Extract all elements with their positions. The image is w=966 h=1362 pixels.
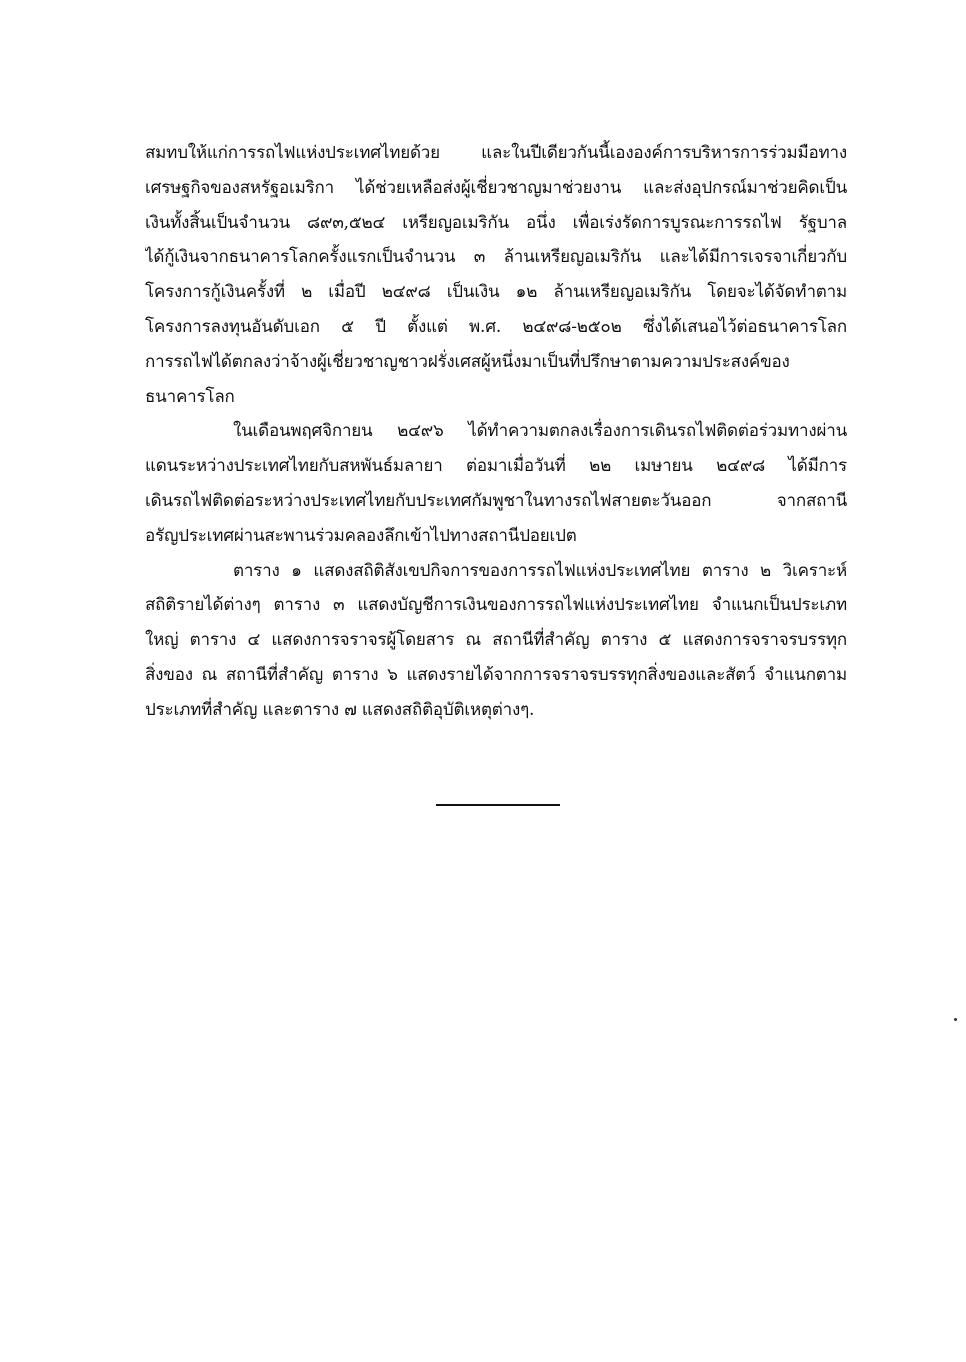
- paragraph-1-line-7: การรถไฟได้ตกลงว่าจ้างผู้เชี่ยวชาญชาวฝรั่งเศสผู้หนึ่งมาเป็นที่ปรึกษาตามความประสงค์ของ: [145, 351, 790, 372]
- paragraph-1-line-3: เงินทั้งสิ้นเป็นจำนวน ๘๙๓,๕๒๔ เหรียญอเมริกัน อนึ่ง เพื่อเร่งรัดการบูรณะการรถไฟ รัฐบาล: [145, 212, 847, 233]
- scan-speck: [954, 1018, 957, 1021]
- paragraph-2-line-4: อรัญประเทศผ่านสะพานร่วมคลองลึกเข้าไปทางสถานีปอยเปต: [145, 525, 577, 546]
- paragraph-2-line-2: แดนระหว่างประเทศไทยกับสหพันธ์มลายา ต่อมาเมื่อวันที่ ๒๒ เมษายน ๒๔๙๘ ได้มีการ: [145, 456, 847, 477]
- paragraph-3-line-4: สิ่งของ ณ สถานีที่สำคัญ ตาราง ๖ แสดงรายได้จากการจราจรบรรทุกสิ่งของและสัตว์ จำแนกตาม: [145, 664, 847, 685]
- paragraph-3-line-2: สถิติรายได้ต่างๆ ตาราง ๓ แสดงบัญชีการเงินของการรถไฟแห่งประเทศไทย จำแนกเป็นประเภท: [145, 595, 847, 616]
- paragraph-3-line-1: ตาราง ๑ แสดงสถิติสังเขปกิจการของการรถไฟแห่งประเทศไทย ตาราง ๒ วิเคราะห์: [233, 560, 847, 581]
- paragraph-3-line-3: ใหญ่ ตาราง ๔ แสดงการจราจรผู้โดยสาร ณ สถานีที่สำคัญ ตาราง ๕ แสดงการจราจรบรรทุก: [145, 630, 847, 651]
- paragraph-1-line-5: โครงการกู้เงินครั้งที่ ๒ เมื่อปี ๒๔๙๘ เป็นเงิน ๑๒ ล้านเหรียญอเมริกัน โดยจะได้จัดทำตาม: [145, 282, 847, 303]
- section-divider: [436, 804, 560, 806]
- paragraph-2-line-1: ในเดือนพฤศจิกายน ๒๔๙๖ ได้ทำความตกลงเรื่องการเดินรถไฟติดต่อร่วมทางผ่าน: [233, 421, 847, 442]
- body-text: [145, 136, 847, 728]
- paragraph-1-line-4: ได้กู้เงินจากธนาคารโลกครั้งแรกเป็นจำนวน ๓ ล้านเหรียญอเมริกัน และได้มีการเจรจาเกี่ยวกับ: [145, 247, 847, 268]
- paragraph-3-line-5: ประเภทที่สำคัญ และตาราง ๗ แสดงสถิติอุบัติเหตุต่างๆ.: [145, 699, 535, 720]
- paragraph-1-line-1: สมทบให้แก่การรถไฟแห่งประเทศไทยด้วย และในปีเดียวกันนี้เององค์การบริหารการร่วมมือทาง: [145, 143, 847, 163]
- paragraph-1-line-6: โครงการลงทุนอันดับเอก ๕ ปี ตั้งแต่ พ.ศ. ๒๔๙๘-๒๕๐๒ ซึ่งได้เสนอไว้ต่อธนาคารโลก: [145, 316, 847, 337]
- paragraph-1-line-2: เศรษฐกิจของสหรัฐอเมริกา ได้ช่วยเหลือส่งผู้เชี่ยวชาญมาช่วยงาน และส่งอุปกรณ์มาช่วยคิดเป็น: [145, 177, 847, 198]
- paragraph-2-line-3: เดินรถไฟติดต่อระหว่างประเทศไทยกับประเทศกัมพูชาในทางรถไฟสายตะวันออก จากสถานี: [145, 490, 847, 511]
- paragraph-1-line-8: ธนาคารโลก: [145, 386, 235, 407]
